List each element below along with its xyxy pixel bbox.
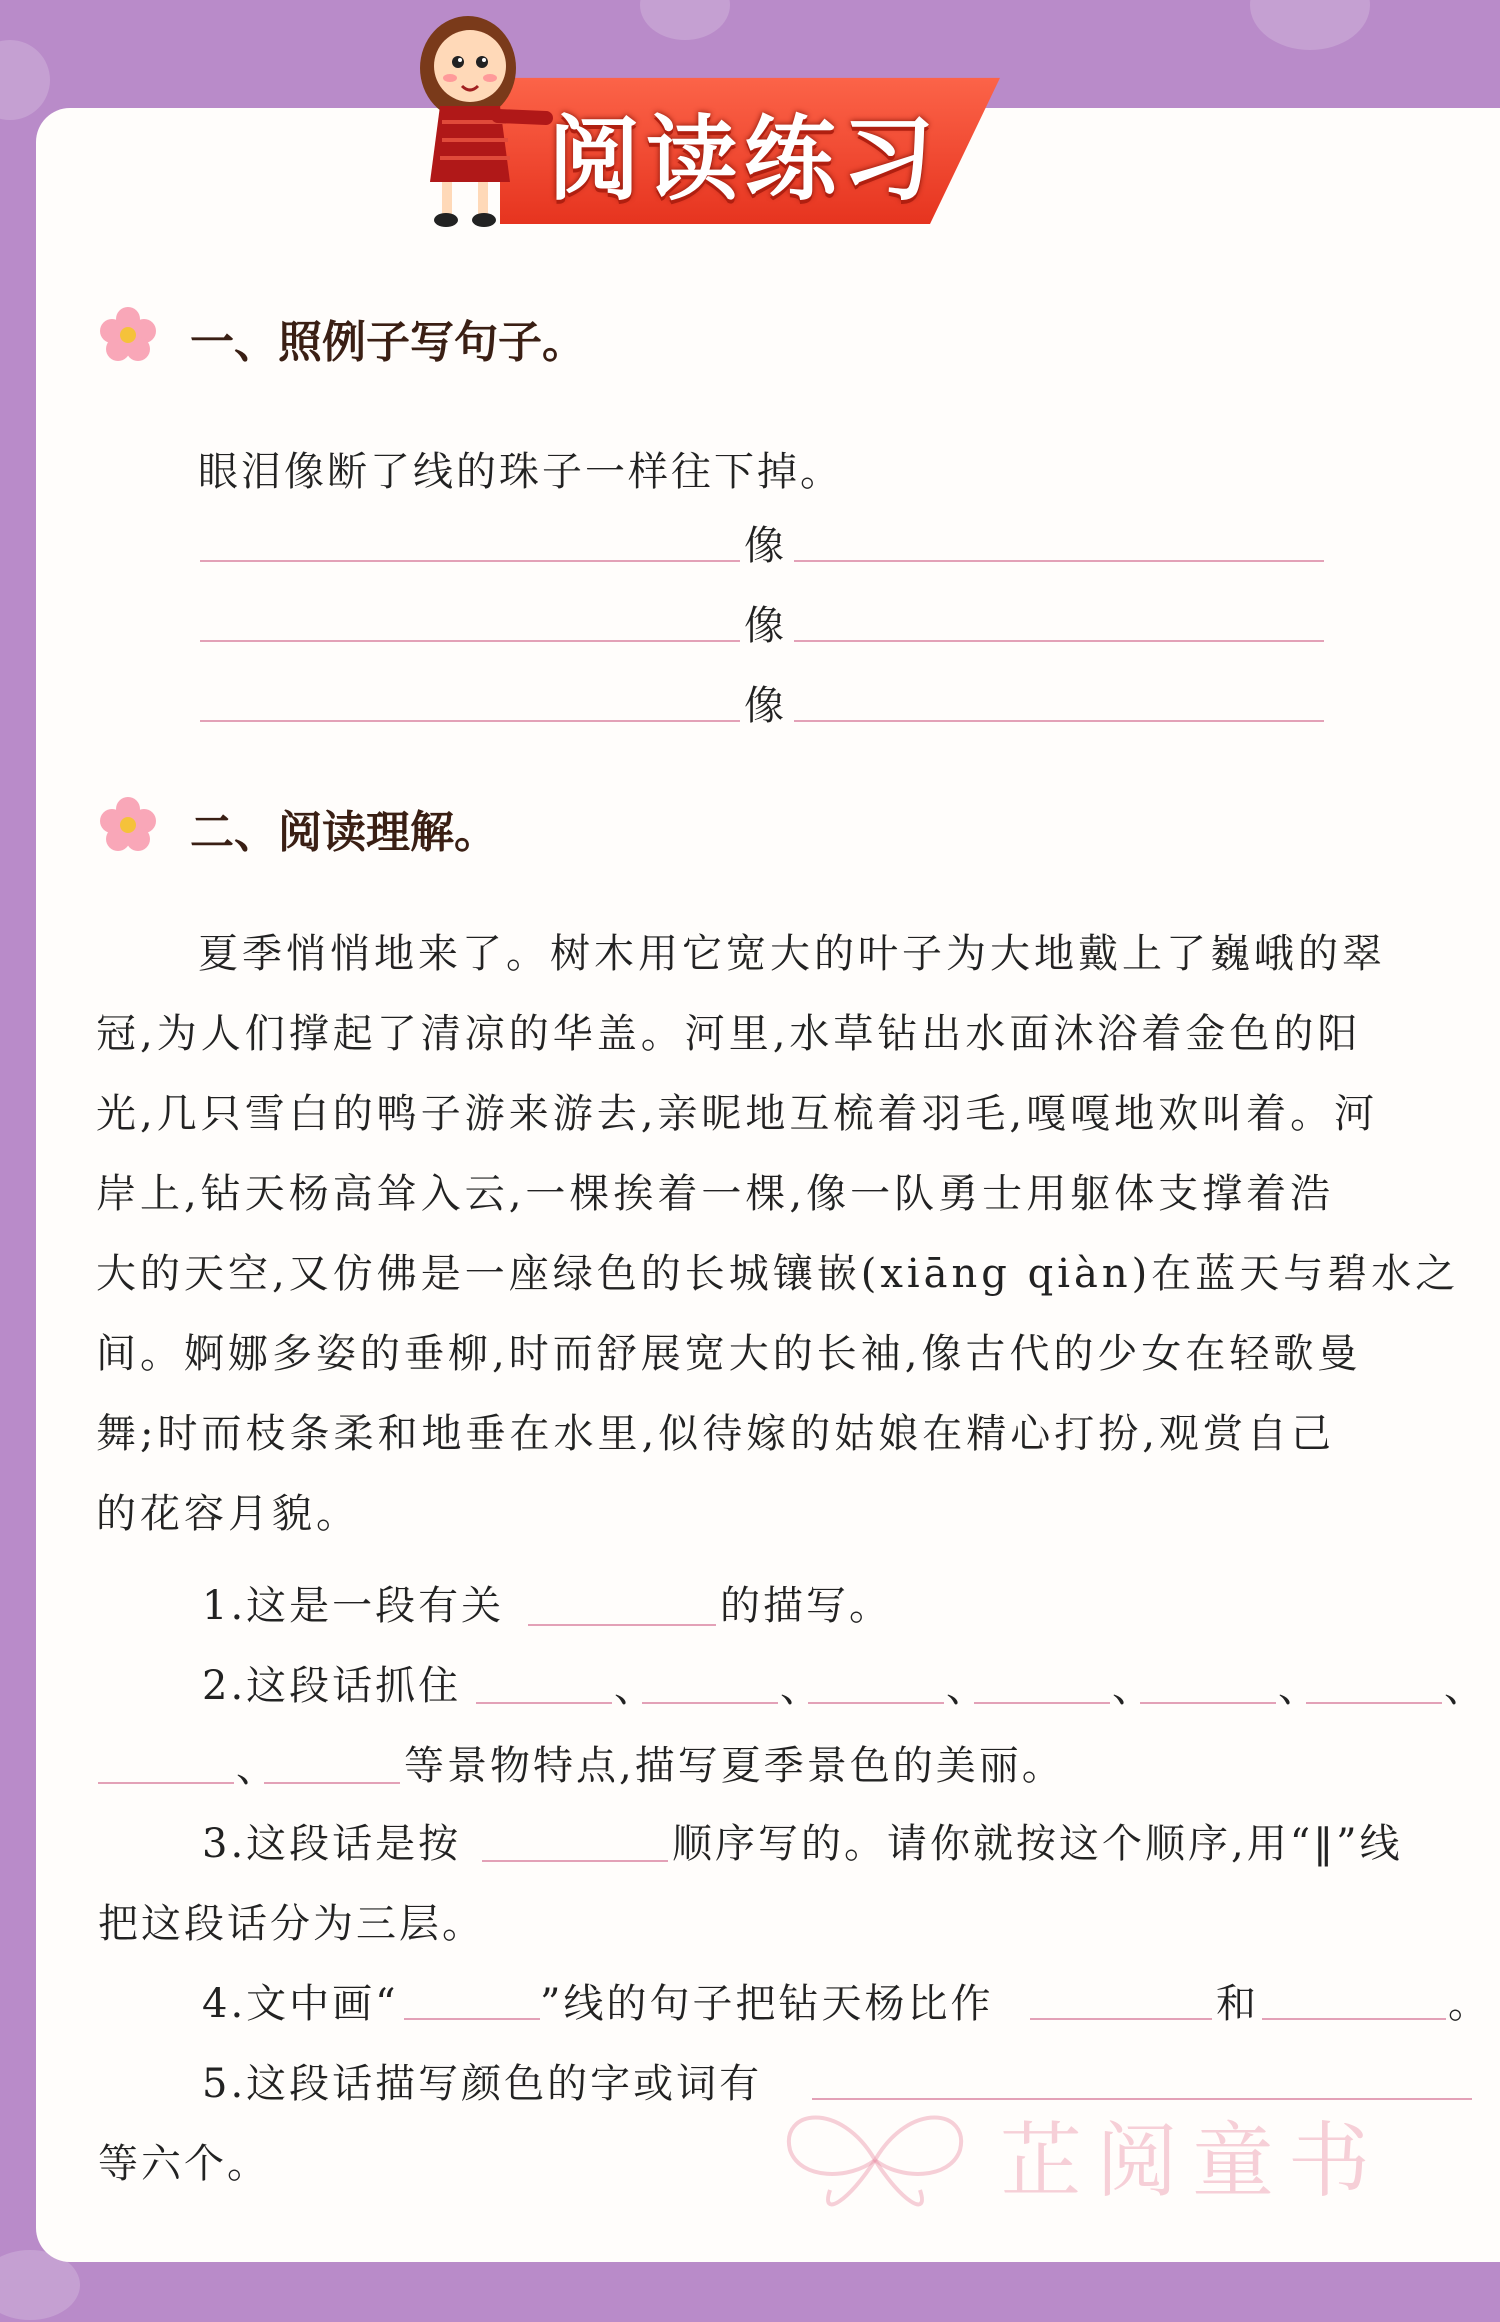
- publisher-watermark: 芷阅童书: [1000, 2114, 1385, 2209]
- separator: 、: [614, 1665, 657, 1711]
- passage-line: 间。婀娜多姿的垂柳,时而舒展宽大的长袖,像古代的少女在轻歌曼: [96, 1331, 1362, 1377]
- passage-line: 岸上,钻天杨高耸入云,一棵挨着一棵,像一队勇士用躯体支撑着浩: [96, 1171, 1335, 1217]
- question-3-line-2: 把这段话分为三层。: [98, 1901, 485, 1947]
- answer-blank[interactable]: [528, 1624, 716, 1626]
- passage-line: 大的天空,又仿佛是一座绿色的长城镶嵌(xiāng qiàn)在蓝天与碧水之: [96, 1251, 1460, 1297]
- butterfly-watermark-icon: [760, 2090, 990, 2230]
- example-sentence: 眼泪像断了线的珠子一样往下掉。: [198, 449, 843, 495]
- passage-line: 夏季悄悄地来了。树木用它宽大的叶子为大地戴上了巍峨的翠: [198, 931, 1386, 977]
- answer-blank[interactable]: [794, 560, 1324, 562]
- girl-illustration: [406, 6, 556, 234]
- separator: 、: [1112, 1665, 1155, 1711]
- section-2-heading: 二、阅读理解。: [190, 807, 498, 858]
- answer-blank[interactable]: [264, 1782, 400, 1784]
- answer-blank[interactable]: [482, 1860, 668, 1862]
- question-2-prefix: 2.这段话抓住: [202, 1663, 462, 1709]
- question-4-end: 。: [1448, 1981, 1491, 2027]
- connector-word: 像: [744, 603, 784, 649]
- answer-blank[interactable]: [200, 720, 740, 722]
- answer-blank[interactable]: [642, 1702, 778, 1704]
- answer-blank[interactable]: [98, 1782, 234, 1784]
- answer-blank[interactable]: [794, 720, 1324, 722]
- question-4-prefix: 4.文中画“: [202, 1981, 399, 2027]
- passage-line: 冠,为人们撑起了清凉的华盖。河里,水草钻出水面沐浴着金色的阳: [96, 1011, 1362, 1057]
- answer-blank[interactable]: [1030, 2018, 1212, 2020]
- separator: 、: [946, 1665, 989, 1711]
- question-1-suffix: 的描写。: [720, 1583, 892, 1629]
- passage-line: 舞;时而枝条柔和地垂在水里,似待嫁的姑娘在精心打扮,观赏自己: [96, 1411, 1335, 1457]
- underline-sample: [404, 2018, 540, 2020]
- question-5-line-2: 等六个。: [98, 2141, 270, 2187]
- connector-word: 像: [744, 523, 784, 569]
- answer-blank[interactable]: [200, 640, 740, 642]
- background-flower-decoration: [1250, 0, 1370, 50]
- answer-blank[interactable]: [200, 560, 740, 562]
- reading-passage: [96, 914, 1468, 1554]
- question-3-text: 顺序写的。请你就按这个顺序,用“‖”线: [672, 1821, 1403, 1867]
- question-2-suffix: 等景物特点,描写夏季景色的美丽。: [404, 1743, 1065, 1789]
- passage-line: 的花容月貌。: [96, 1491, 360, 1537]
- question-5-prefix: 5.这段话描写颜色的字或词有: [202, 2061, 763, 2107]
- question-4-text: ”线的句子把钻天杨比作: [540, 1981, 994, 2027]
- flower-bullet-icon: [98, 305, 158, 365]
- separator: 、: [780, 1665, 823, 1711]
- section-1-heading: 一、照例子写句子。: [190, 317, 586, 368]
- background-flower-decoration: [0, 40, 50, 120]
- passage-line: 光,几只雪白的鸭子游来游去,亲昵地互梳着羽毛,嘎嘎地欢叫着。河: [96, 1091, 1379, 1137]
- answer-blank[interactable]: [1262, 2018, 1446, 2020]
- answer-blank[interactable]: [974, 1702, 1110, 1704]
- answer-blank[interactable]: [794, 640, 1324, 642]
- flower-bullet-icon: [98, 795, 158, 855]
- separator: 、: [1278, 1665, 1321, 1711]
- connector-word: 像: [744, 683, 784, 729]
- page-title: 阅读练习: [548, 106, 941, 213]
- answer-blank[interactable]: [1140, 1702, 1276, 1704]
- answer-blank[interactable]: [808, 1702, 944, 1704]
- separator: 、: [236, 1745, 279, 1791]
- answer-blank[interactable]: [476, 1702, 612, 1704]
- question-3-prefix: 3.这段话是按: [202, 1821, 462, 1867]
- background-flower-decoration: [640, 0, 730, 40]
- question-1-prefix: 1.这是一段有关: [202, 1583, 505, 1629]
- answer-blank[interactable]: [1306, 1702, 1442, 1704]
- separator: 、: [1444, 1665, 1487, 1711]
- question-4-and: 和: [1216, 1981, 1259, 2027]
